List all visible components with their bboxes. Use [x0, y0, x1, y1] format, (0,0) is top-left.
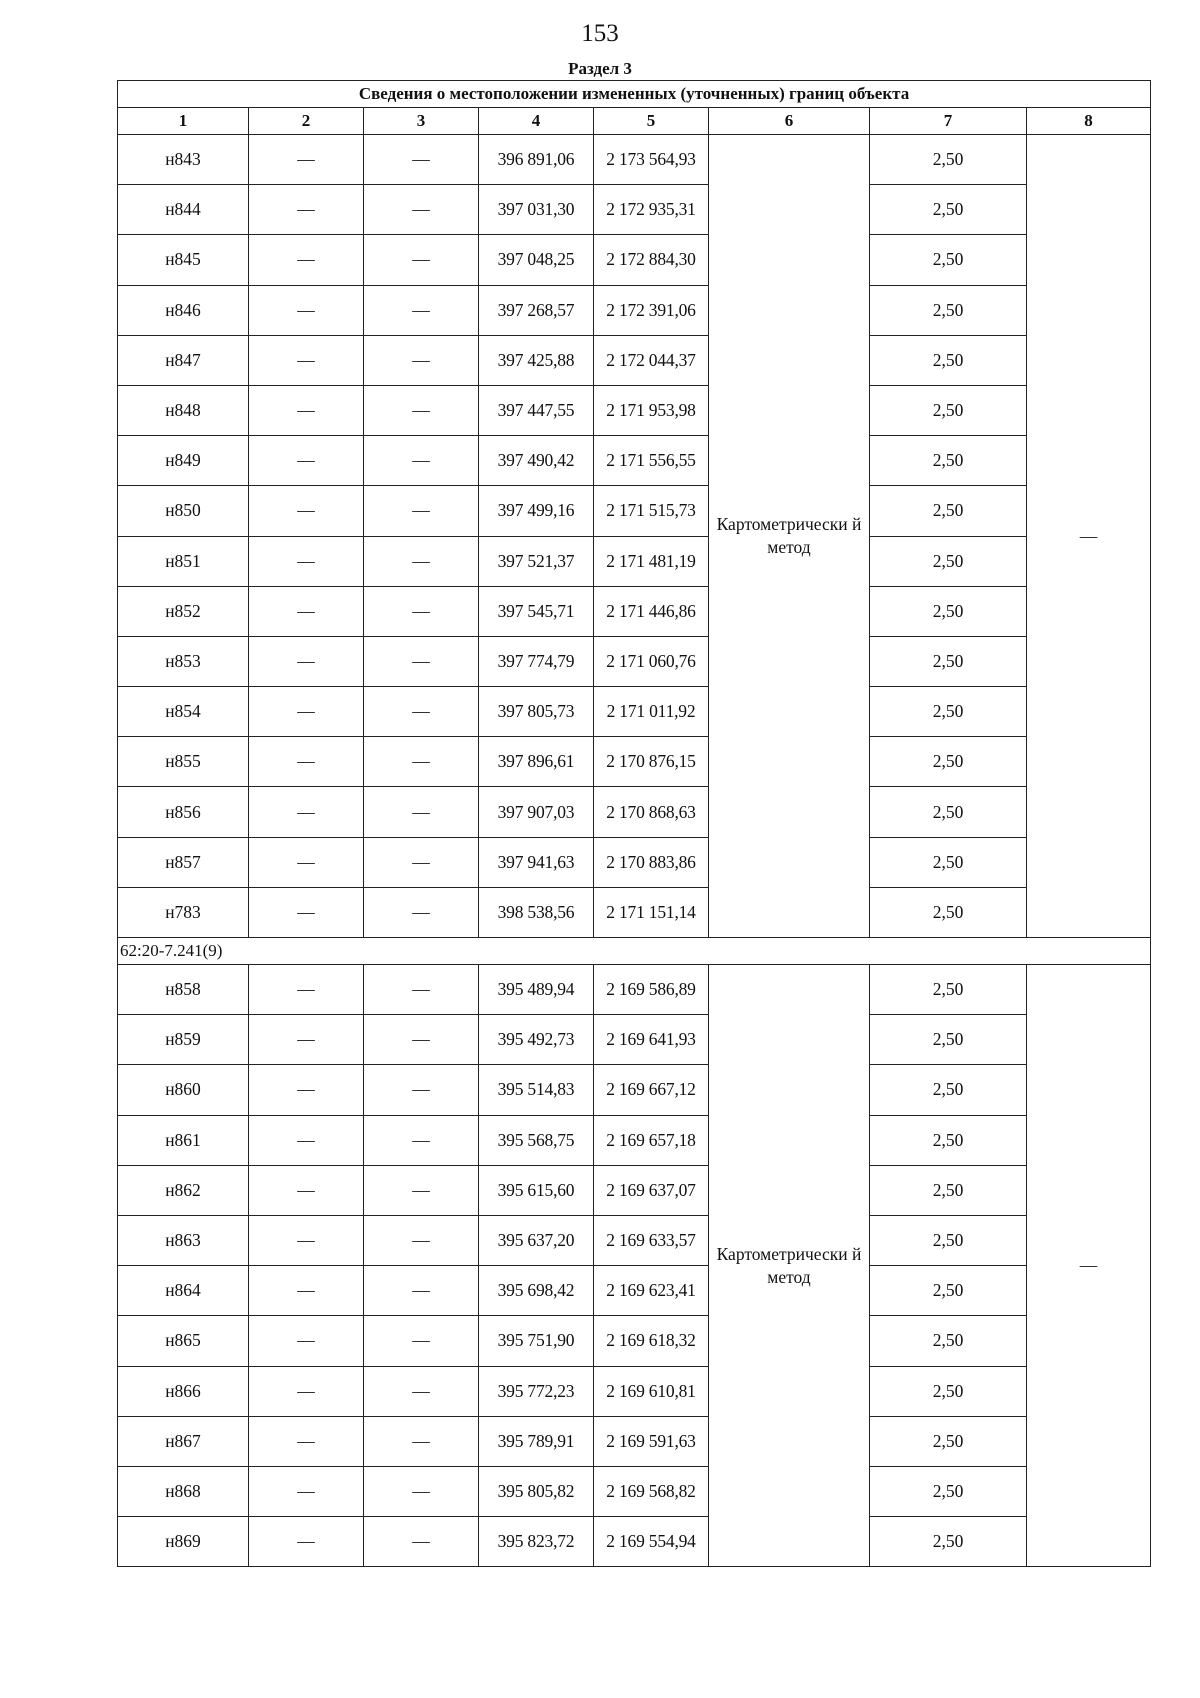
- accuracy-cell: 2,50: [870, 1416, 1027, 1466]
- point-name-cell: н867: [118, 1416, 249, 1466]
- table-row: [118, 1165, 1151, 1215]
- column-3-cell: —: [364, 1065, 479, 1115]
- table-row: [118, 1517, 1151, 1567]
- column-3-cell: —: [364, 185, 479, 235]
- accuracy-cell: 2,50: [870, 1215, 1027, 1265]
- point-name-cell: н843: [118, 135, 249, 185]
- accuracy-cell: 2,50: [870, 837, 1027, 887]
- column-2-cell: —: [249, 1517, 364, 1567]
- column-2-cell: —: [249, 1015, 364, 1065]
- table-row: [118, 285, 1151, 335]
- accuracy-cell: 2,50: [870, 235, 1027, 285]
- x-coordinate-cell: 395 568,75: [479, 1115, 594, 1165]
- y-coordinate-cell: 2 169 623,41: [594, 1266, 709, 1316]
- accuracy-cell: 2,50: [870, 887, 1027, 937]
- x-coordinate-cell: 395 489,94: [479, 965, 594, 1015]
- column-3-cell: —: [364, 385, 479, 435]
- y-coordinate-cell: 2 169 637,07: [594, 1165, 709, 1215]
- accuracy-cell: 2,50: [870, 385, 1027, 435]
- table-row: [118, 1466, 1151, 1516]
- x-coordinate-cell: 395 637,20: [479, 1215, 594, 1265]
- column-2-cell: —: [249, 385, 364, 435]
- accuracy-cell: 2,50: [870, 1015, 1027, 1065]
- accuracy-cell: 2,50: [870, 636, 1027, 686]
- column-number: 3: [364, 108, 479, 135]
- column-number-row: [118, 108, 1151, 135]
- y-coordinate-cell: 2 172 044,37: [594, 335, 709, 385]
- accuracy-cell: 2,50: [870, 1316, 1027, 1366]
- column-3-cell: —: [364, 1165, 479, 1215]
- column-2-cell: —: [249, 1266, 364, 1316]
- y-coordinate-cell: 2 170 883,86: [594, 837, 709, 887]
- section-title: Раздел 3: [568, 59, 632, 78]
- point-name-cell: н857: [118, 837, 249, 887]
- column-2-cell: —: [249, 687, 364, 737]
- point-name-cell: н847: [118, 335, 249, 385]
- table-row: [118, 385, 1151, 435]
- x-coordinate-cell: 397 774,79: [479, 636, 594, 686]
- accuracy-cell: 2,50: [870, 1266, 1027, 1316]
- table-row: [118, 486, 1151, 536]
- column-number: 4: [479, 108, 594, 135]
- table-row: [118, 1065, 1151, 1115]
- y-coordinate-cell: 2 171 481,19: [594, 536, 709, 586]
- x-coordinate-cell: 395 772,23: [479, 1366, 594, 1416]
- column-2-cell: —: [249, 965, 364, 1015]
- column-3-cell: —: [364, 135, 479, 185]
- column-2-cell: —: [249, 285, 364, 335]
- point-name-cell: н863: [118, 1215, 249, 1265]
- table-row: [118, 536, 1151, 586]
- x-coordinate-cell: 397 545,71: [479, 586, 594, 636]
- group-label: 62:20-7.241(9): [118, 938, 1151, 965]
- column-3-cell: —: [364, 1517, 479, 1567]
- column-number: 6: [709, 108, 870, 135]
- column-2-cell: —: [249, 1316, 364, 1366]
- table-row: [118, 636, 1151, 686]
- y-coordinate-cell: 2 169 657,18: [594, 1115, 709, 1165]
- table-row: [118, 1416, 1151, 1466]
- point-name-cell: н853: [118, 636, 249, 686]
- table-row: [118, 837, 1151, 887]
- y-coordinate-cell: 2 173 564,93: [594, 135, 709, 185]
- x-coordinate-cell: 397 896,61: [479, 737, 594, 787]
- x-coordinate-cell: 396 891,06: [479, 135, 594, 185]
- column-2-cell: —: [249, 787, 364, 837]
- column-2-cell: —: [249, 536, 364, 586]
- column-3-cell: —: [364, 837, 479, 887]
- y-coordinate-cell: 2 169 554,94: [594, 1517, 709, 1567]
- column-8-cell: —: [1027, 965, 1151, 1567]
- accuracy-cell: 2,50: [870, 787, 1027, 837]
- column-3-cell: —: [364, 436, 479, 486]
- y-coordinate-cell: 2 172 391,06: [594, 285, 709, 335]
- column-2-cell: —: [249, 235, 364, 285]
- y-coordinate-cell: 2 171 011,92: [594, 687, 709, 737]
- accuracy-cell: 2,50: [870, 737, 1027, 787]
- point-name-cell: н845: [118, 235, 249, 285]
- x-coordinate-cell: 395 514,83: [479, 1065, 594, 1115]
- y-coordinate-cell: 2 171 556,55: [594, 436, 709, 486]
- accuracy-cell: 2,50: [870, 1115, 1027, 1165]
- accuracy-cell: 2,50: [870, 1366, 1027, 1416]
- y-coordinate-cell: 2 169 667,12: [594, 1065, 709, 1115]
- point-name-cell: н862: [118, 1165, 249, 1215]
- x-coordinate-cell: 397 499,16: [479, 486, 594, 536]
- method-cell: Картометрически й метод: [709, 135, 870, 938]
- column-2-cell: —: [249, 1115, 364, 1165]
- column-3-cell: —: [364, 1416, 479, 1466]
- accuracy-cell: 2,50: [870, 185, 1027, 235]
- table-row: [118, 887, 1151, 937]
- column-2-cell: —: [249, 486, 364, 536]
- point-name-cell: н852: [118, 586, 249, 636]
- group-label-row: [118, 938, 1151, 965]
- x-coordinate-cell: 395 805,82: [479, 1466, 594, 1516]
- column-2-cell: —: [249, 436, 364, 486]
- point-name-cell: н855: [118, 737, 249, 787]
- y-coordinate-cell: 2 169 586,89: [594, 965, 709, 1015]
- accuracy-cell: 2,50: [870, 486, 1027, 536]
- column-3-cell: —: [364, 1115, 479, 1165]
- accuracy-cell: 2,50: [870, 1466, 1027, 1516]
- y-coordinate-cell: 2 169 633,57: [594, 1215, 709, 1265]
- table-row: [118, 687, 1151, 737]
- x-coordinate-cell: 397 048,25: [479, 235, 594, 285]
- table-row: [118, 1115, 1151, 1165]
- table-row: [118, 965, 1151, 1015]
- column-3-cell: —: [364, 1466, 479, 1516]
- y-coordinate-cell: 2 171 151,14: [594, 887, 709, 937]
- x-coordinate-cell: 397 941,63: [479, 837, 594, 887]
- y-coordinate-cell: 2 171 060,76: [594, 636, 709, 686]
- x-coordinate-cell: 398 538,56: [479, 887, 594, 937]
- y-coordinate-cell: 2 169 568,82: [594, 1466, 709, 1516]
- accuracy-cell: 2,50: [870, 965, 1027, 1015]
- column-3-cell: —: [364, 1266, 479, 1316]
- accuracy-cell: 2,50: [870, 586, 1027, 636]
- column-3-cell: —: [364, 687, 479, 737]
- accuracy-cell: 2,50: [870, 335, 1027, 385]
- y-coordinate-cell: 2 171 515,73: [594, 486, 709, 536]
- point-name-cell: н859: [118, 1015, 249, 1065]
- y-coordinate-cell: 2 171 446,86: [594, 586, 709, 636]
- column-3-cell: —: [364, 887, 479, 937]
- column-number: 1: [118, 108, 249, 135]
- accuracy-cell: 2,50: [870, 135, 1027, 185]
- column-3-cell: —: [364, 486, 479, 536]
- x-coordinate-cell: 395 789,91: [479, 1416, 594, 1466]
- column-3-cell: —: [364, 636, 479, 686]
- column-2-cell: —: [249, 586, 364, 636]
- x-coordinate-cell: 397 521,37: [479, 536, 594, 586]
- point-name-cell: н783: [118, 887, 249, 937]
- column-2-cell: —: [249, 1215, 364, 1265]
- column-number: 7: [870, 108, 1027, 135]
- table-row: [118, 737, 1151, 787]
- table-row: [118, 1366, 1151, 1416]
- x-coordinate-cell: 397 490,42: [479, 436, 594, 486]
- table-row: [118, 185, 1151, 235]
- x-coordinate-cell: 397 907,03: [479, 787, 594, 837]
- column-2-cell: —: [249, 1466, 364, 1516]
- accuracy-cell: 2,50: [870, 1165, 1027, 1215]
- point-name-cell: н848: [118, 385, 249, 435]
- point-name-cell: н851: [118, 536, 249, 586]
- y-coordinate-cell: 2 170 876,15: [594, 737, 709, 787]
- point-name-cell: н856: [118, 787, 249, 837]
- table-row: [118, 586, 1151, 636]
- column-2-cell: —: [249, 837, 364, 887]
- point-name-cell: н850: [118, 486, 249, 536]
- table-caption: Сведения о местоположении измененных (уточненных) границ объекта: [118, 81, 1151, 108]
- column-3-cell: —: [364, 1366, 479, 1416]
- column-2-cell: —: [249, 1366, 364, 1416]
- x-coordinate-cell: 395 492,73: [479, 1015, 594, 1065]
- boundary-table: [117, 80, 1151, 1567]
- page-number: 153: [581, 20, 619, 47]
- y-coordinate-cell: 2 170 868,63: [594, 787, 709, 837]
- y-coordinate-cell: 2 172 884,30: [594, 235, 709, 285]
- column-3-cell: —: [364, 965, 479, 1015]
- point-name-cell: н866: [118, 1366, 249, 1416]
- column-8-cell: —: [1027, 135, 1151, 938]
- column-2-cell: —: [249, 1065, 364, 1115]
- accuracy-cell: 2,50: [870, 436, 1027, 486]
- column-2-cell: —: [249, 1165, 364, 1215]
- table-row: [118, 1266, 1151, 1316]
- column-2-cell: —: [249, 185, 364, 235]
- y-coordinate-cell: 2 172 935,31: [594, 185, 709, 235]
- column-2-cell: —: [249, 636, 364, 686]
- table-row: [118, 436, 1151, 486]
- y-coordinate-cell: 2 169 610,81: [594, 1366, 709, 1416]
- point-name-cell: н854: [118, 687, 249, 737]
- y-coordinate-cell: 2 169 641,93: [594, 1015, 709, 1065]
- y-coordinate-cell: 2 169 591,63: [594, 1416, 709, 1466]
- column-2-cell: —: [249, 737, 364, 787]
- point-name-cell: н858: [118, 965, 249, 1015]
- x-coordinate-cell: 395 823,72: [479, 1517, 594, 1567]
- table-row: [118, 1215, 1151, 1265]
- column-3-cell: —: [364, 586, 479, 636]
- table-row: [118, 1316, 1151, 1366]
- column-3-cell: —: [364, 737, 479, 787]
- table-caption-row: [118, 81, 1151, 108]
- point-name-cell: н869: [118, 1517, 249, 1567]
- column-3-cell: —: [364, 285, 479, 335]
- accuracy-cell: 2,50: [870, 1065, 1027, 1115]
- x-coordinate-cell: 397 805,73: [479, 687, 594, 737]
- accuracy-cell: 2,50: [870, 536, 1027, 586]
- method-cell: Картометрически й метод: [709, 965, 870, 1567]
- column-3-cell: —: [364, 536, 479, 586]
- table-row: [118, 135, 1151, 185]
- column-3-cell: —: [364, 335, 479, 385]
- x-coordinate-cell: 397 031,30: [479, 185, 594, 235]
- table-row: [118, 335, 1151, 385]
- x-coordinate-cell: 397 268,57: [479, 285, 594, 335]
- column-number: 8: [1027, 108, 1151, 135]
- point-name-cell: н849: [118, 436, 249, 486]
- column-2-cell: —: [249, 335, 364, 385]
- point-name-cell: н861: [118, 1115, 249, 1165]
- accuracy-cell: 2,50: [870, 285, 1027, 335]
- column-3-cell: —: [364, 1015, 479, 1065]
- table-row: [118, 1015, 1151, 1065]
- x-coordinate-cell: 397 425,88: [479, 335, 594, 385]
- column-2-cell: —: [249, 887, 364, 937]
- point-name-cell: н865: [118, 1316, 249, 1366]
- column-2-cell: —: [249, 1416, 364, 1466]
- y-coordinate-cell: 2 169 618,32: [594, 1316, 709, 1366]
- column-3-cell: —: [364, 1215, 479, 1265]
- point-name-cell: н864: [118, 1266, 249, 1316]
- column-3-cell: —: [364, 787, 479, 837]
- column-number: 5: [594, 108, 709, 135]
- accuracy-cell: 2,50: [870, 1517, 1027, 1567]
- table-row: [118, 787, 1151, 837]
- column-3-cell: —: [364, 1316, 479, 1366]
- column-2-cell: —: [249, 135, 364, 185]
- x-coordinate-cell: 395 751,90: [479, 1316, 594, 1366]
- point-name-cell: н844: [118, 185, 249, 235]
- y-coordinate-cell: 2 171 953,98: [594, 385, 709, 435]
- column-3-cell: —: [364, 235, 479, 285]
- column-number: 2: [249, 108, 364, 135]
- table-row: [118, 235, 1151, 285]
- accuracy-cell: 2,50: [870, 687, 1027, 737]
- point-name-cell: н860: [118, 1065, 249, 1115]
- x-coordinate-cell: 395 615,60: [479, 1165, 594, 1215]
- x-coordinate-cell: 397 447,55: [479, 385, 594, 435]
- x-coordinate-cell: 395 698,42: [479, 1266, 594, 1316]
- point-name-cell: н846: [118, 285, 249, 335]
- point-name-cell: н868: [118, 1466, 249, 1516]
